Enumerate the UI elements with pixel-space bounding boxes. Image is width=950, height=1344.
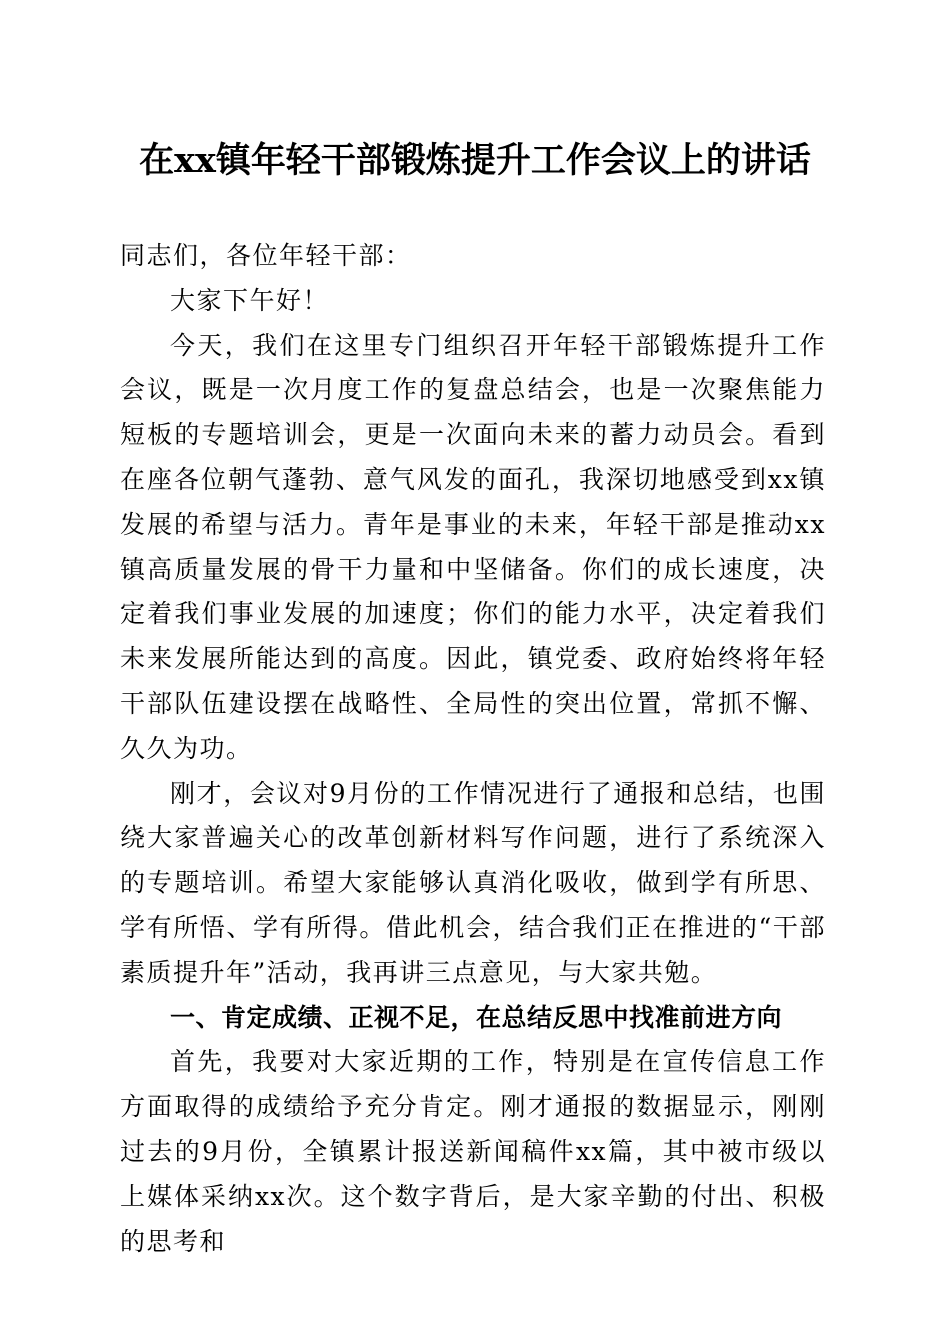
document-title: 在xx镇年轻干部锻炼提升工作会议上的讲话 (139, 140, 811, 181)
section-1-paragraph: 首先，我要对大家近期的工作，特别是在宣传信息工作方面取得的成绩给予充分肯定。刚才通报的数据显示，刚刚过去的9月份，全镇累计报送新闻稿件xx篇，其中被市级以上媒体采纳xx次。这个数字背后，是大家辛勤的付出、积极的思考和 (120, 1047, 826, 1256)
salutation: 同志们，各位年轻干部： (120, 241, 412, 270)
greeting: 大家下午好！ (170, 285, 330, 315)
section-heading-1: 一、肯定成绩、正视不足，在总结反思中找准前进方向 (170, 1002, 783, 1032)
paragraph-meeting-summary: 刚才，会议对9月份的工作情况进行了通报和总结，也围绕大家普遍关心的改革创新材料写作问题，进行了系统深入的专题培训。希望大家能够认真消化吸收，做到学有所思、学有所悟、学有所得。借此机会，结合我们正在推进的“干部素质提升年”活动，我再讲三点意见，与大家共勉。 (120, 778, 826, 987)
document-body (120, 234, 826, 1264)
paragraph-opening: 今天，我们在这里专门组织召开年轻干部锻炼提升工作会议，既是一次月度工作的复盘总结会，也是一次聚焦能力短板的专题培训会，更是一次面向未来的蓄力动员会。看到在座各位朝气蓬勃、意气风发的面孔，我深切地感受到xx镇发展的希望与活力。青年是事业的未来，年轻干部是推动xx镇高质量发展的骨干力量和中坚储备。你们的成长速度，决定着我们事业发展的加速度；你们的能力水平，决定着我们未来发展所能达到的高度。因此，镇党委、政府始终将年轻干部队伍建设摆在战略性、全局性的突出位置，常抓不懈、久久为功。 (120, 330, 826, 763)
